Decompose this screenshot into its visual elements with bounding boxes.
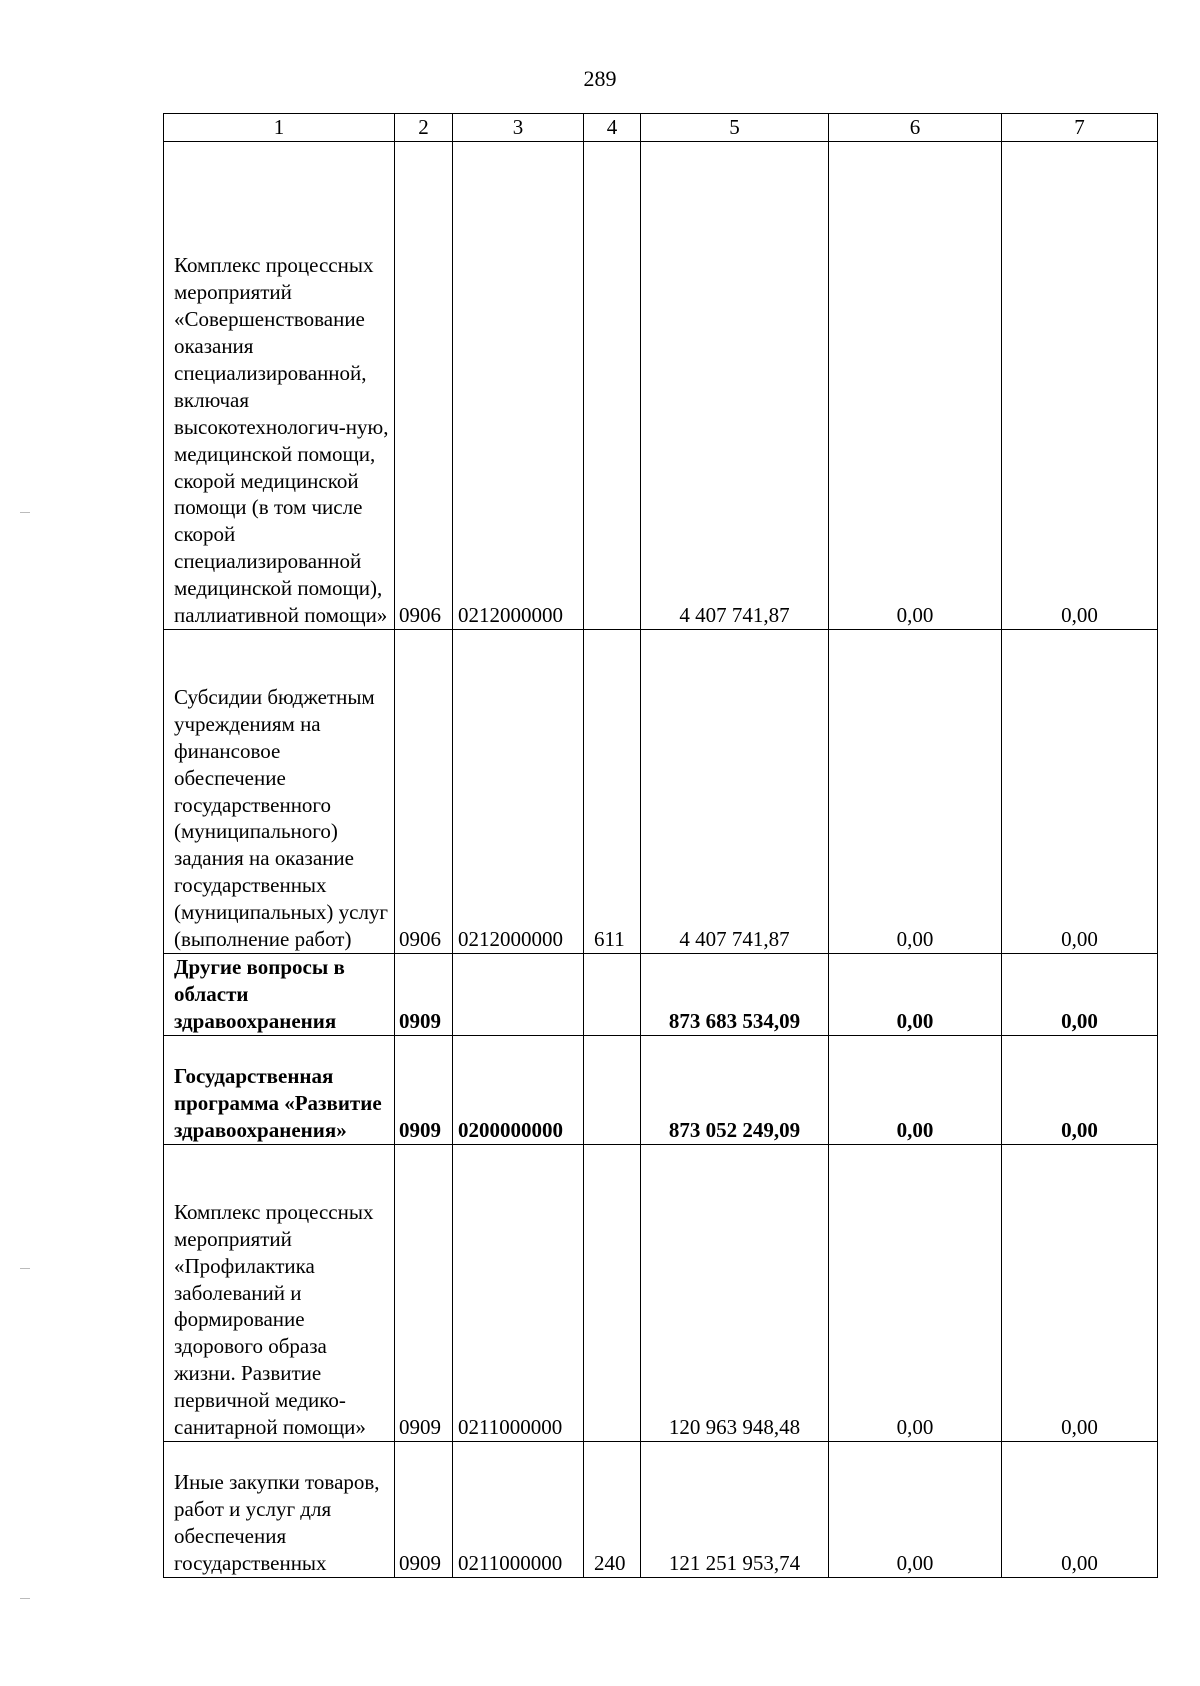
table-row [164,1036,1158,1145]
amount-col7: 0,00 [1002,1145,1158,1442]
scan-mark [20,1598,30,1599]
row-name: Комплекс процессных мероприятий «Профилактика заболеваний и формирование здорового образа жизни. Развитие первичной медико-санитарной помощи» [164,1145,395,1442]
table-row [164,1145,1158,1442]
expense-type-code: 611 [584,630,641,954]
budget-table [163,113,1158,1578]
row-name: Иные закупки товаров, работ и услуг для обеспечения государственных [164,1442,395,1578]
amount-col6: 0,00 [829,1036,1002,1145]
amount-col5: 873 052 249,09 [641,1036,829,1145]
row-name: Субсидии бюджетным учреждениям на финансовое обеспечение государственного (муниципального) задания на оказание государственных (муниципальных) услуг (выполнение работ) [164,630,395,954]
expense-type-code [584,954,641,1036]
expense-type-code [584,1036,641,1145]
expense-type-code: 240 [584,1442,641,1578]
target-article-code: 0212000000 [453,630,584,954]
expense-type-code [584,142,641,630]
column-header-6: 6 [829,114,1002,142]
amount-col6: 0,00 [829,630,1002,954]
column-header-2: 2 [395,114,453,142]
row-name: Комплекс процессных мероприятий «Совершенствование оказания специализированной, включая высокотехнологич-ную, медицинской помощи, скорой медицинской помощи (в том числе скорой специализированной медицинской помощи), паллиативной помощи» [164,142,395,630]
section-code: 0909 [395,1036,453,1145]
amount-col6: 0,00 [829,1442,1002,1578]
amount-col7: 0,00 [1002,954,1158,1036]
amount-col7: 0,00 [1002,630,1158,954]
amount-col7: 0,00 [1002,1036,1158,1145]
amount-col6: 0,00 [829,954,1002,1036]
column-header-1: 1 [164,114,395,142]
amount-col6: 0,00 [829,142,1002,630]
row-name: Другие вопросы в области здравоохранения [164,954,395,1036]
page-number: 289 [583,66,617,91]
amount-col6: 0,00 [829,1145,1002,1442]
table-row [164,1442,1158,1578]
column-header-3: 3 [453,114,584,142]
column-header-5: 5 [641,114,829,142]
target-article-code: 0212000000 [453,142,584,630]
row-name: Государственная программа «Развитие здравоохранения» [164,1036,395,1145]
target-article-code: 0200000000 [453,1036,584,1145]
section-code: 0906 [395,142,453,630]
amount-col5: 121 251 953,74 [641,1442,829,1578]
target-article-code: 0211000000 [453,1442,584,1578]
section-code: 0909 [395,954,453,1036]
amount-col7: 0,00 [1002,142,1158,630]
amount-col5: 4 407 741,87 [641,142,829,630]
table-row [164,630,1158,954]
column-header-4: 4 [584,114,641,142]
expense-type-code [584,1145,641,1442]
scan-mark [20,1268,30,1269]
column-header-7: 7 [1002,114,1158,142]
header-row [164,114,1158,142]
section-code: 0909 [395,1442,453,1578]
amount-col7: 0,00 [1002,1442,1158,1578]
table-row [164,954,1158,1036]
target-article-code [453,954,584,1036]
section-code: 0909 [395,1145,453,1442]
amount-col5: 873 683 534,09 [641,954,829,1036]
table-row [164,142,1158,630]
scan-mark [20,512,30,513]
amount-col5: 4 407 741,87 [641,630,829,954]
target-article-code: 0211000000 [453,1145,584,1442]
section-code: 0906 [395,630,453,954]
amount-col5: 120 963 948,48 [641,1145,829,1442]
